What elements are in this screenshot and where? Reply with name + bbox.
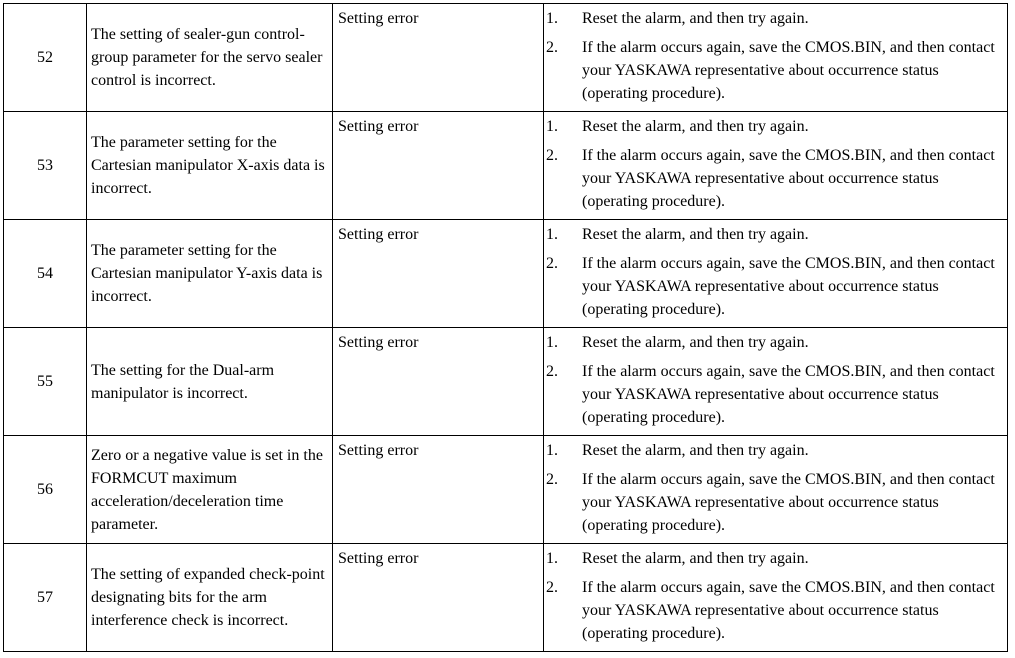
remedy-step bbox=[546, 360, 999, 429]
alarm-description: The setting of expanded check-point designating bits for the arm interference check is incorrect. bbox=[91, 566, 325, 629]
alarm-type: Setting error bbox=[333, 328, 544, 436]
step-number: 1. bbox=[546, 226, 558, 243]
alarm-description-cell bbox=[87, 112, 333, 220]
remedy-cell bbox=[544, 112, 1008, 220]
step-number: 1. bbox=[546, 442, 558, 459]
remedy-step bbox=[546, 468, 999, 537]
alarm-type: Setting error bbox=[333, 112, 544, 220]
step-text: Reset the alarm, and then try again. bbox=[582, 550, 809, 567]
alarm-description-cell bbox=[87, 4, 333, 112]
step-text: If the alarm occurs again, save the CMOS.BIN, and then contact your YASKAWA representative about occurrence status (operating procedure). bbox=[582, 255, 995, 318]
alarm-number: 53 bbox=[4, 112, 87, 220]
step-text: Reset the alarm, and then try again. bbox=[582, 226, 809, 243]
alarm-description: Zero or a negative value is set in the FORMCUT maximum acceleration/deceleration time parameter. bbox=[91, 446, 323, 533]
alarm-type: Setting error bbox=[333, 436, 544, 544]
alarm-description: The parameter setting for the Cartesian manipulator Y-axis data is incorrect. bbox=[91, 242, 323, 305]
step-number: 1. bbox=[546, 10, 558, 27]
step-text: If the alarm occurs again, save the CMOS.BIN, and then contact your YASKAWA representative about occurrence status (operating procedure). bbox=[582, 147, 995, 210]
step-number: 2. bbox=[546, 255, 558, 272]
table-row bbox=[4, 436, 1008, 544]
remedy-step bbox=[546, 7, 999, 30]
alarm-description-cell bbox=[87, 220, 333, 328]
alarm-number: 55 bbox=[4, 328, 87, 436]
step-number: 1. bbox=[546, 550, 558, 567]
alarm-description-cell bbox=[87, 436, 333, 544]
remedy-step bbox=[546, 223, 999, 246]
remedy-steps bbox=[546, 547, 999, 645]
remedy-cell bbox=[544, 328, 1008, 436]
alarm-description-cell bbox=[87, 328, 333, 436]
step-text: Reset the alarm, and then try again. bbox=[582, 10, 809, 27]
remedy-cell bbox=[544, 220, 1008, 328]
step-text: Reset the alarm, and then try again. bbox=[582, 442, 809, 459]
alarm-type: Setting error bbox=[333, 544, 544, 652]
alarm-type: Setting error bbox=[333, 4, 544, 112]
step-number: 2. bbox=[546, 363, 558, 380]
table-row bbox=[4, 220, 1008, 328]
step-text: If the alarm occurs again, save the CMOS.BIN, and then contact your YASKAWA representative about occurrence status (operating procedure). bbox=[582, 471, 995, 534]
step-number: 2. bbox=[546, 147, 558, 164]
alarm-type: Setting error bbox=[333, 220, 544, 328]
alarm-number: 52 bbox=[4, 4, 87, 112]
remedy-steps bbox=[546, 115, 999, 213]
remedy-cell bbox=[544, 4, 1008, 112]
remedy-step bbox=[546, 331, 999, 354]
alarm-table bbox=[3, 3, 1008, 652]
remedy-step bbox=[546, 252, 999, 321]
table-row bbox=[4, 112, 1008, 220]
alarm-description: The setting of sealer-gun control-group parameter for the servo sealer control is incorrect. bbox=[91, 26, 323, 89]
step-number: 1. bbox=[546, 334, 558, 351]
remedy-step bbox=[546, 115, 999, 138]
remedy-step bbox=[546, 576, 999, 645]
step-text: Reset the alarm, and then try again. bbox=[582, 334, 809, 351]
table-row bbox=[4, 328, 1008, 436]
remedy-cell bbox=[544, 436, 1008, 544]
alarm-table-body bbox=[4, 4, 1008, 652]
step-text: If the alarm occurs again, save the CMOS.BIN, and then contact your YASKAWA representative about occurrence status (operating procedure). bbox=[582, 579, 995, 642]
remedy-step bbox=[546, 547, 999, 570]
remedy-step bbox=[546, 144, 999, 213]
step-number: 2. bbox=[546, 471, 558, 488]
alarm-number: 54 bbox=[4, 220, 87, 328]
remedy-step bbox=[546, 36, 999, 105]
alarm-description: The parameter setting for the Cartesian manipulator X-axis data is incorrect. bbox=[91, 134, 325, 197]
alarm-description: The setting for the Dual-arm manipulator is incorrect. bbox=[91, 361, 275, 402]
remedy-cell bbox=[544, 544, 1008, 652]
alarm-number: 56 bbox=[4, 436, 87, 544]
remedy-steps bbox=[546, 223, 999, 321]
step-number: 2. bbox=[546, 39, 558, 56]
alarm-number: 57 bbox=[4, 544, 87, 652]
table-row bbox=[4, 544, 1008, 652]
alarm-description-cell bbox=[87, 544, 333, 652]
step-number: 2. bbox=[546, 579, 558, 596]
remedy-steps bbox=[546, 7, 999, 105]
step-text: If the alarm occurs again, save the CMOS.BIN, and then contact your YASKAWA representative about occurrence status (operating procedure). bbox=[582, 363, 995, 426]
table-row bbox=[4, 4, 1008, 112]
step-text: If the alarm occurs again, save the CMOS.BIN, and then contact your YASKAWA representative about occurrence status (operating procedure). bbox=[582, 39, 995, 102]
step-number: 1. bbox=[546, 118, 558, 135]
remedy-steps bbox=[546, 331, 999, 429]
remedy-step bbox=[546, 439, 999, 462]
remedy-steps bbox=[546, 439, 999, 537]
step-text: Reset the alarm, and then try again. bbox=[582, 118, 809, 135]
